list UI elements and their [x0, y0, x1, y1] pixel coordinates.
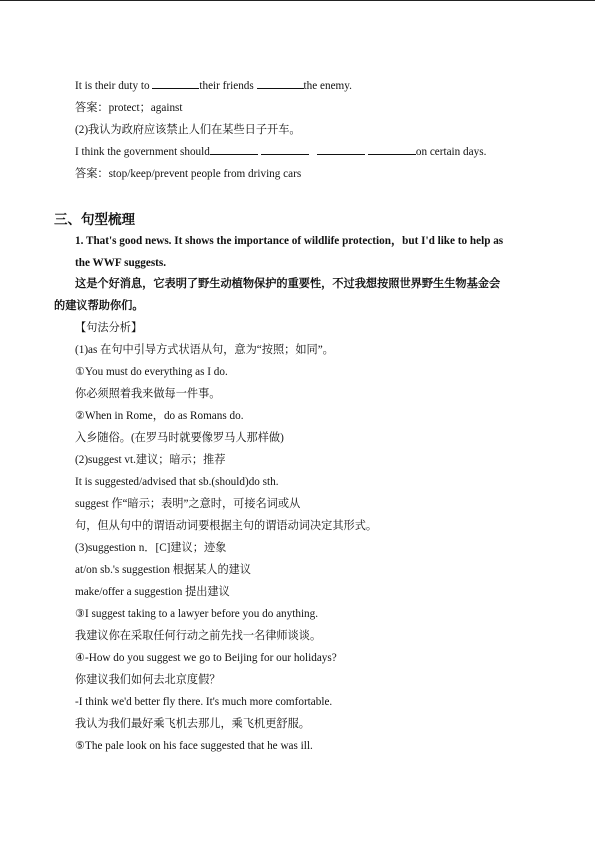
answer-blank — [257, 79, 304, 89]
note-suggest-meaning-line2: 句，但从句中的谓语动词要根据主句的谓语动词决定其形式。 — [75, 520, 378, 532]
text-segment: on certain days. — [415, 146, 487, 158]
note-suggest-meaning-line1: suggest 作“暗示；表明”之意时，可接名词或从 — [75, 498, 301, 510]
section-heading: 三、句型梳理 — [54, 212, 135, 227]
note-as: (1)as 在句中引导方式状语从句，意为“按照；如同”。 — [75, 344, 334, 356]
example-4-en-a: -I think we'd better fly there. It's much more comfortable. — [75, 696, 333, 708]
exercise-prompt-2: (2)我认为政府应该禁止人们在某些日子开车。 — [75, 124, 301, 136]
exercise-sentence-2 — [75, 145, 486, 159]
example-2-en: ②When in Rome，do as Romans do. — [75, 410, 244, 422]
example-2-zh: 入乡随俗。(在罗马时就要像罗马人那样做) — [75, 432, 284, 444]
answer-blank — [210, 145, 258, 155]
text-segment: the enemy. — [303, 80, 352, 92]
text-segment: their friends — [199, 80, 257, 92]
key-sentence-en-line1: 1. That's good news. It shows the importance of wildlife protection，but I'd like to help as — [75, 235, 504, 247]
example-4-zh-a: 我认为我们最好乘飞机去那儿，乘飞机更舒服。 — [75, 718, 310, 730]
answer-line-2: 答案：stop/keep/prevent people from driving cars — [75, 168, 302, 180]
phrase-at-suggestion: at/on sb.'s suggestion 根据某人的建议 — [75, 564, 252, 576]
example-1-en: ①You must do everything as I do. — [75, 366, 228, 378]
answer-line-1: 答案：protect；against — [75, 102, 183, 114]
example-4-en-q: ④-How do you suggest we go to Beijing for our holidays? — [75, 652, 337, 664]
example-5-en: ⑤The pale look on his face suggested that he was ill. — [75, 740, 313, 752]
example-1-zh: 你必须照着我来做每一件事。 — [75, 388, 221, 400]
answer-blank — [261, 145, 309, 155]
text-segment: It is their duty to — [75, 80, 153, 92]
exercise-sentence-1 — [75, 79, 352, 93]
answer-blank — [152, 79, 199, 89]
key-sentence-zh-line1: 这是个好消息，它表明了野生动植物保护的重要性，不过我想按照世界野生生物基金会 — [75, 278, 501, 290]
page-top-rule — [0, 0, 595, 1]
example-4-zh-q: 你建议我们如何去北京度假？ — [75, 674, 221, 686]
note-suggestion: (3)suggestion n．[C]建议；迹象 — [75, 542, 227, 554]
note-suggest: (2)suggest vt.建议；暗示；推荐 — [75, 454, 226, 466]
example-3-zh: 我建议你在采取任何行动之前先找一名律师谈谈。 — [75, 630, 322, 642]
example-3-en: ③I suggest taking to a lawyer before you do anything. — [75, 608, 319, 620]
answer-blank — [368, 145, 416, 155]
key-sentence-zh-line2: 的建议帮助你们。 — [54, 300, 144, 312]
text-segment: I think the government should — [75, 146, 210, 158]
key-sentence-en-line2: the WWF suggests. — [75, 257, 167, 269]
analysis-label: 【句法分析】 — [75, 322, 143, 334]
pattern-suggest: It is suggested/advised that sb.(should)do sth. — [75, 476, 279, 488]
answer-blank — [317, 145, 365, 155]
phrase-make-suggestion: make/offer a suggestion 提出建议 — [75, 586, 230, 598]
